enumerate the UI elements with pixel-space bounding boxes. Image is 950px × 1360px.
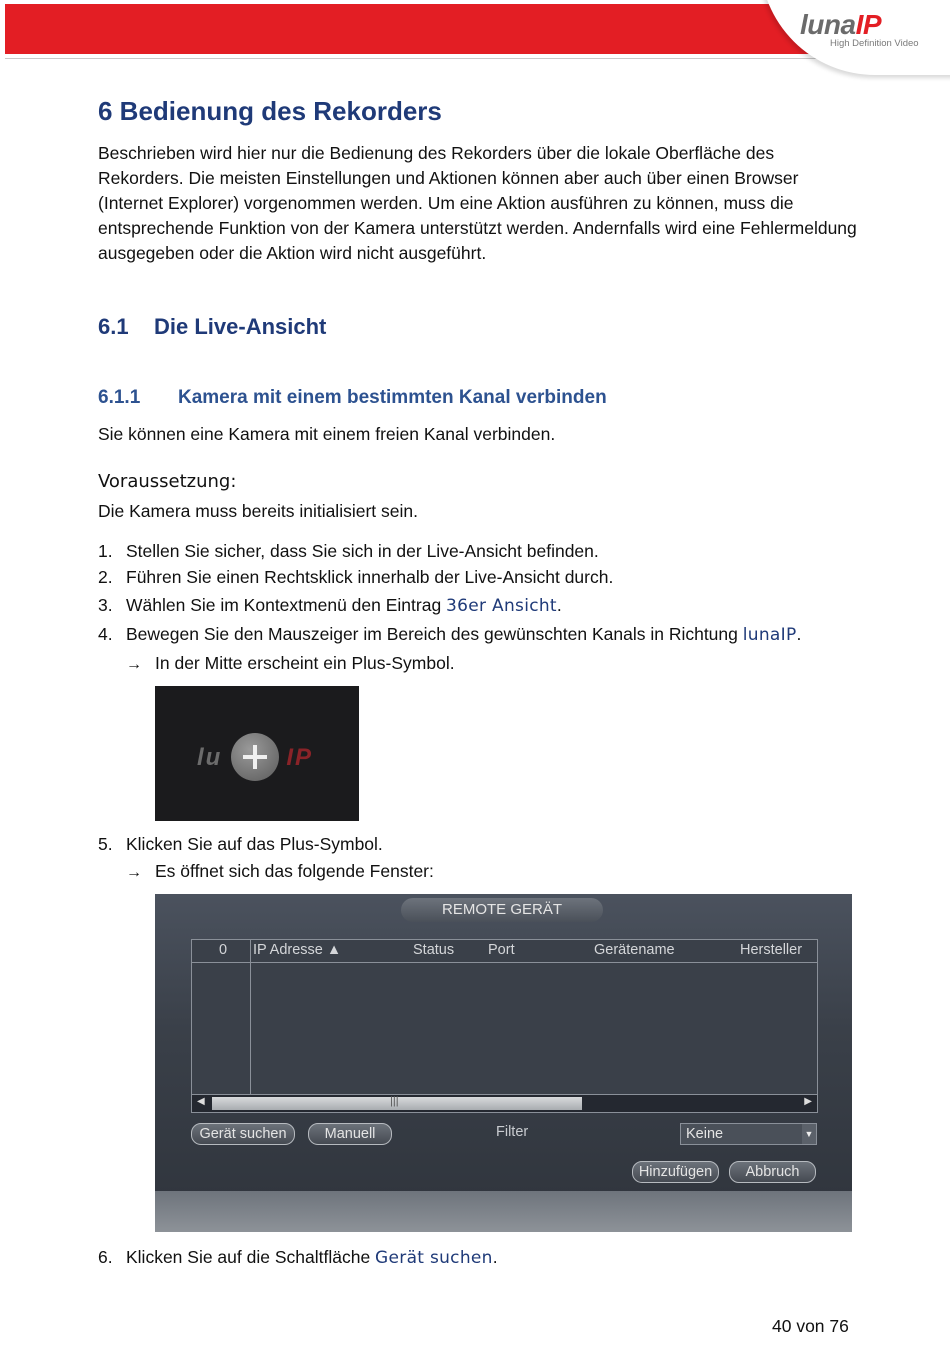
step-number: 5. [98, 834, 113, 854]
step-4-result [126, 653, 455, 674]
step-end: . [556, 595, 562, 615]
subsection-title: Kamera mit einem bestimmten Kanal verbinden [178, 387, 607, 408]
step-text: Führen Sie einen Rechtsklick innerhalb der Live-Ansicht durch. [126, 567, 614, 587]
logo-ip: IP [855, 9, 882, 40]
step-3 [98, 595, 562, 616]
dialog-bottom-bar [155, 1191, 852, 1232]
intro-paragraph: Beschrieben wird hier nur die Bedienung des Rekorders über die lokale Oberfläche des Rekorders. Die meisten Einstellungen und Aktionen können aber auch über einen Browser (Internet Explorer) vorgenommen werden. Um eine Aktion ausführen zu können, muss die entsprechende Funktion von der Kamera unterstützt werden. Andernfalls wird eine Fehlermeldung ausgegeben oder die Aktion wird nicht ausgeführt. [98, 143, 857, 263]
step-5 [98, 834, 383, 855]
section-heading [98, 314, 326, 340]
step-keyword: lunaIP [742, 625, 797, 645]
scrollbar-thumb[interactable] [212, 1097, 582, 1110]
step-end: . [796, 624, 802, 644]
step-keyword: 36er Ansicht [446, 596, 557, 616]
arrow-icon: → [126, 864, 142, 881]
step-1 [98, 541, 599, 562]
step-2 [98, 567, 613, 588]
scroll-right-icon[interactable]: ▶ [804, 1096, 812, 1107]
step-text: Klicken Sie auf die Schaltfläche [126, 1247, 376, 1267]
column-header-device-name[interactable]: Gerätename [594, 942, 675, 958]
chapter-title: 6 Bedienung des Rekorders [98, 96, 442, 126]
remote-device-dialog [155, 894, 852, 1232]
header-divider [5, 58, 945, 59]
column-header-ip[interactable]: IP Adresse ▲ [253, 942, 342, 958]
step-number: 6. [98, 1247, 113, 1267]
subsection-number: 6.1.1 [98, 387, 141, 408]
search-device-button[interactable]: Gerät suchen [191, 1123, 295, 1145]
column-header-port[interactable]: Port [488, 942, 515, 958]
step-number: 2. [98, 567, 113, 587]
horizontal-scrollbar[interactable] [192, 1094, 817, 1112]
step-text: Bewegen Sie den Mauszeiger im Bereich des gewünschten Kanals in Richtung [126, 624, 743, 644]
add-button[interactable]: Hinzufügen [632, 1161, 719, 1183]
step-text: Wählen Sie im Kontextmenü den Eintrag [126, 595, 447, 615]
manual-button[interactable]: Manuell [308, 1123, 392, 1145]
result-text: Es öffnet sich das folgende Fenster: [155, 861, 434, 881]
result-text: In der Mitte erscheint ein Plus-Symbol. [155, 653, 455, 673]
step-end: . [492, 1247, 498, 1267]
logo-right: IP [286, 744, 314, 771]
filter-select[interactable] [680, 1123, 817, 1145]
step-4 [98, 624, 801, 645]
logo-subtitle: High Definition Video [830, 38, 919, 49]
prerequisite-text: Die Kamera muss bereits initialisiert sein. [98, 501, 418, 521]
subsection-heading [98, 387, 607, 409]
table-header [192, 940, 817, 963]
filter-value: Keine [686, 1126, 724, 1142]
step-5-result [126, 861, 434, 882]
plus-icon [231, 733, 279, 781]
step-text: Klicken Sie auf das Plus-Symbol. [126, 834, 383, 854]
logo-left: lu [197, 744, 223, 771]
chevron-down-icon[interactable]: ▼ [802, 1124, 816, 1144]
lunaip-logo [800, 10, 940, 49]
subsection-text: Sie können eine Kamera mit einem freien Kanal verbinden. [98, 424, 556, 444]
step-number: 3. [98, 595, 113, 615]
device-table [191, 939, 818, 1113]
cancel-button[interactable]: Abbruch [729, 1161, 816, 1183]
dialog-title: REMOTE GERÄT [401, 898, 603, 922]
step-number: 4. [98, 624, 113, 644]
step-number: 1. [98, 541, 113, 561]
scroll-grip: ||| [390, 1095, 399, 1107]
step-text: Stellen Sie sicher, dass Sie sich in der Live-Ansicht befinden. [126, 541, 599, 561]
scroll-left-icon[interactable]: ◀ [197, 1096, 205, 1107]
header-bar [5, 4, 835, 54]
section-title: Die Live-Ansicht [154, 314, 327, 339]
prerequisite-label: Voraussetzung: [98, 471, 237, 492]
section-number: 6.1 [98, 314, 129, 339]
column-header-status[interactable]: Status [413, 942, 455, 958]
page-number: 40 von 76 [772, 1316, 849, 1336]
logo-luna: luna [800, 9, 856, 40]
plus-symbol-screenshot [155, 686, 359, 821]
step-6 [98, 1247, 498, 1268]
column-header-index[interactable]: 0 [219, 942, 228, 958]
arrow-icon: → [126, 656, 142, 673]
column-separator [250, 940, 251, 1094]
column-header-manufacturer[interactable]: Hersteller [740, 942, 803, 958]
step-keyword: Gerät suchen [375, 1248, 493, 1268]
filter-label: Filter [496, 1124, 529, 1140]
